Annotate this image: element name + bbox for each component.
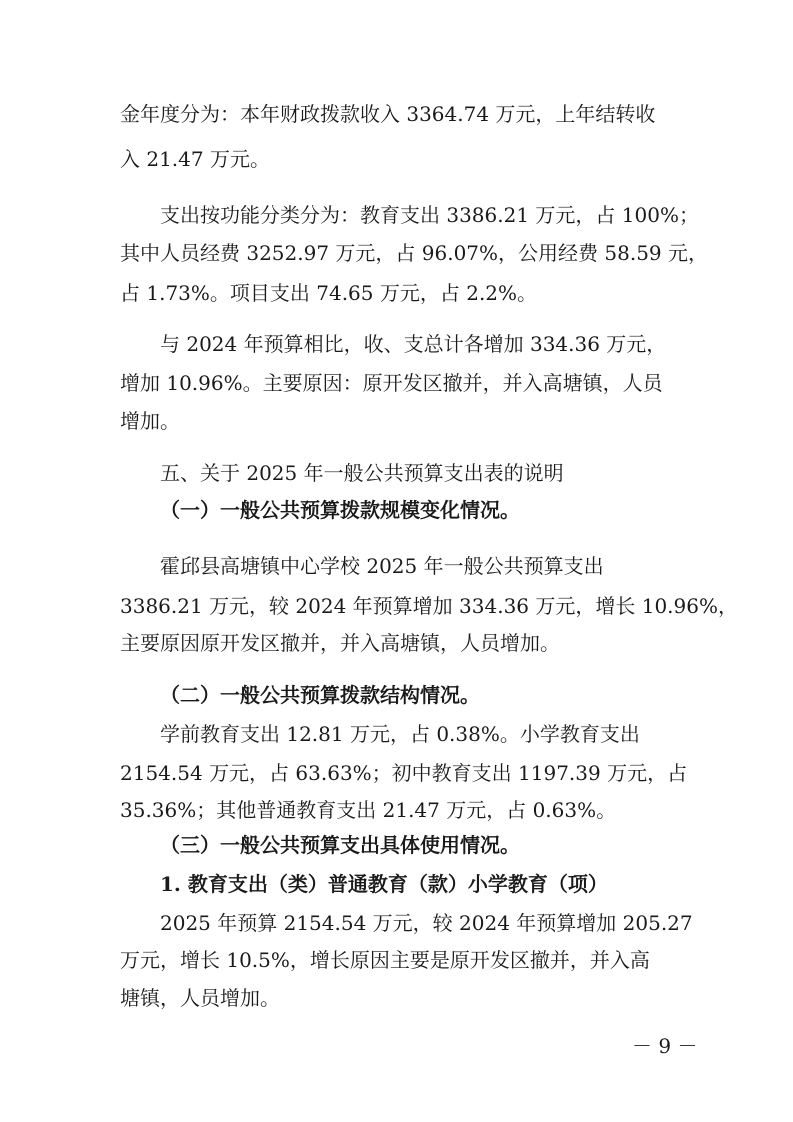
paragraph-line: 金年度分为：本年财政拨款收入 3364.74 万元，上年结转收 [120, 102, 656, 126]
paragraph-line: 3386.21 万元，较 2024 年预算增加 334.36 万元，增长 10.96%， [120, 594, 738, 618]
paragraph-line: 学前教育支出 12.81 万元，占 0.38%。小学教育支出 [160, 722, 640, 746]
paragraph-line: 2154.54 万元，占 63.63%；初中教育支出 1197.39 万元，占 [120, 761, 688, 785]
paragraph-line: 入 21.47 万元。 [120, 147, 270, 171]
paragraph-line: 其中人员经费 3252.97 万元，占 96.07%，公用经费 58.59 元， [120, 241, 709, 265]
page-number: － 9 － [632, 1034, 698, 1058]
paragraph-line: 万元，增长 10.5%，增长原因主要是原开发区撤并，并入高 [120, 948, 650, 972]
paragraph-line: 主要原因原开发区撤并，并入高塘镇，人员增加。 [120, 631, 560, 655]
paragraph-line: 霍邱县高塘镇中心学校 2025 年一般公共预算支出 [160, 554, 604, 578]
paragraph-line: 2025 年预算 2154.54 万元，较 2024 年预算增加 205.27 [160, 911, 693, 935]
paragraph-line: 塘镇，人员增加。 [120, 986, 280, 1010]
paragraph-line: 增加 10.96%。主要原因：原开发区撤并，并入高塘镇，人员 [120, 371, 663, 395]
paragraph-line: 增加。 [120, 409, 180, 433]
paragraph-line: 占 1.73%。项目支出 74.65 万元，占 2.2%。 [120, 281, 538, 305]
paragraph-line: 35.36%；其他普通教育支出 21.47 万元，占 0.63%。 [120, 798, 617, 822]
paragraph-line: 与 2024 年预算相比，收、支总计各增加 334.36 万元， [160, 332, 667, 356]
subsection-heading: （一）一般公共预算拨款规模变化情况。 [160, 498, 520, 522]
paragraph-line: 支出按功能分类分为：教育支出 3386.21 万元，占 100%； [160, 203, 699, 227]
subsection-heading: （二）一般公共预算拨款结构情况。 [160, 683, 480, 707]
item-heading: 1. 教育支出（类）普通教育（款）小学教育（项） [160, 872, 608, 896]
subsection-heading: （三）一般公共预算支出具体使用情况。 [160, 833, 520, 857]
section-heading: 五、关于 2025 年一般公共预算支出表的说明 [160, 461, 564, 485]
